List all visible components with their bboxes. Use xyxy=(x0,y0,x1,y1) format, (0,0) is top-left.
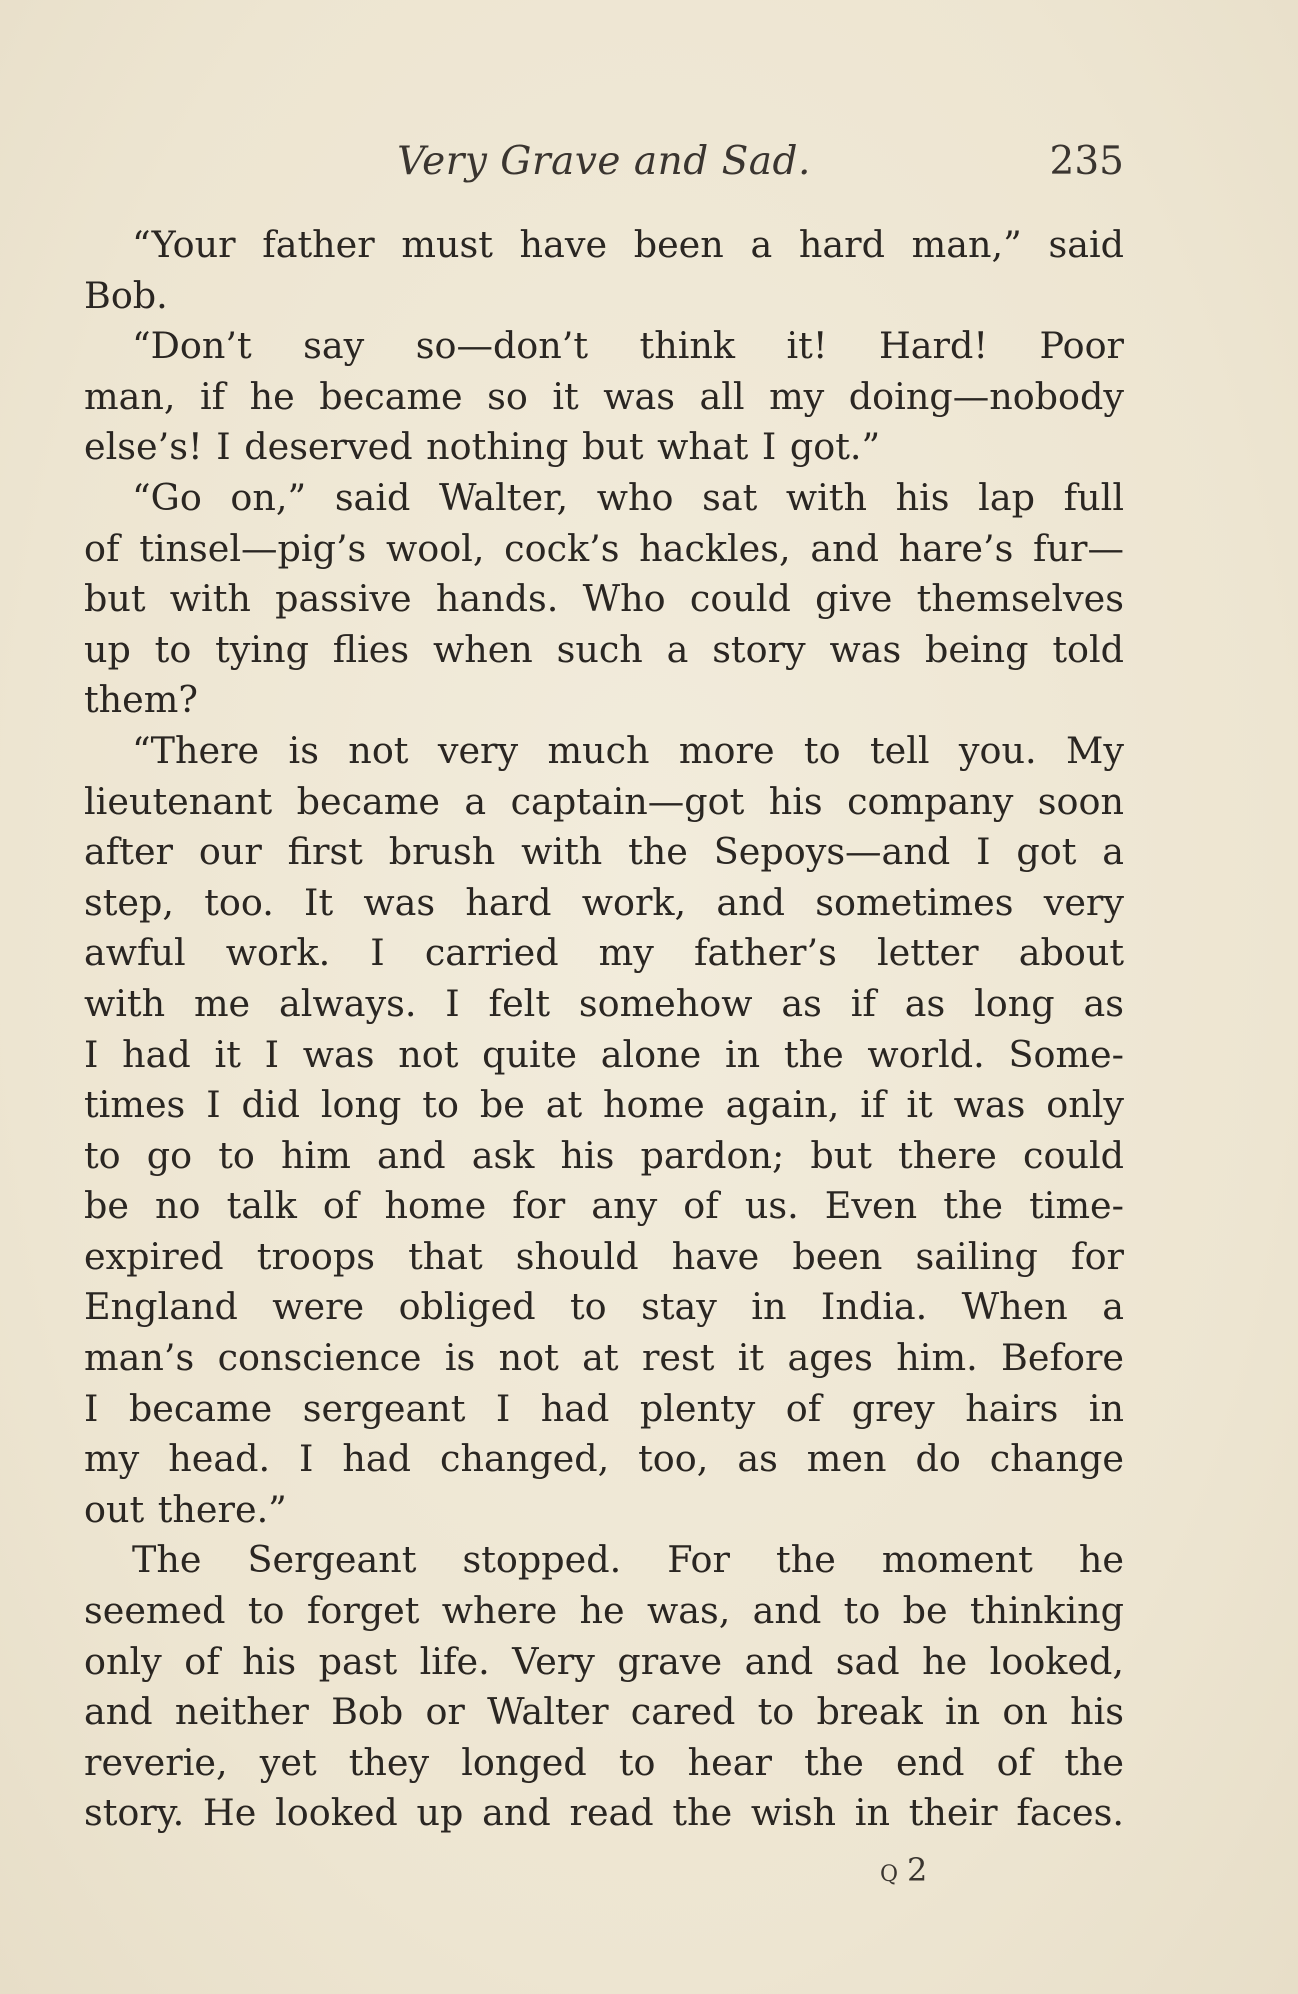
text-line: them? xyxy=(84,678,198,722)
text-line: man, if he became so it was all my doing—nobody xyxy=(84,374,1124,418)
text-line: be no talk of home for any of us. Even the time- xyxy=(84,1184,1124,1228)
text-line: reverie, yet they longed to hear the end of the xyxy=(84,1740,1124,1784)
printer-signature-mark xyxy=(880,1850,927,1895)
text-line: out there.” xyxy=(84,1487,287,1531)
text-line: but with passive hands. Who could give themselves xyxy=(84,577,1124,621)
text-line: England were obliged to stay in India. When a xyxy=(84,1285,1124,1329)
text-line: The Sergeant stopped. For the moment he xyxy=(132,1538,1124,1582)
page-header xyxy=(84,132,1124,192)
text-line: else’s! I deserved nothing but what I got.” xyxy=(84,425,881,469)
text-line: “Your father must have been a hard man,” said xyxy=(132,223,1124,266)
body-text xyxy=(84,220,1124,1839)
text-line: up to tying flies when such a story was being told xyxy=(84,627,1124,671)
text-line: “There is not very much more to tell you. My xyxy=(132,728,1124,772)
text-line: awful work. I carried my father’s letter about xyxy=(84,931,1124,975)
text-line: step, too. It was hard work, and sometimes very xyxy=(84,880,1124,924)
text-line: I had it I was not quite alone in the world. Some- xyxy=(84,1032,1124,1076)
text-line: times I did long to be at home again, if it was only xyxy=(84,1083,1124,1127)
text-line: to go to him and ask his pardon; but there could xyxy=(84,1133,1124,1177)
signature-letter: Q xyxy=(880,1862,900,1887)
text-line: after our first brush with the Sepoys—and I got a xyxy=(84,830,1124,874)
text-line: expired troops that should have been sailing for xyxy=(84,1234,1124,1278)
text-line: seemed to forget where he was, and to be thinking xyxy=(84,1589,1124,1633)
text-line: only of his past life. Very grave and sad he looked, xyxy=(84,1639,1124,1683)
text-line: and neither Bob or Walter cared to break in on his xyxy=(84,1690,1124,1734)
text-line: my head. I had changed, too, as men do change xyxy=(84,1437,1124,1481)
text-line: story. He looked up and read the wish in their faces. xyxy=(84,1791,1124,1835)
signature-number: 2 xyxy=(907,1851,928,1889)
text-line: man’s conscience is not at rest it ages him. Before xyxy=(84,1336,1124,1380)
text-line: with me always. I felt somehow as if as long as xyxy=(84,981,1124,1025)
text-line: I became sergeant I had plenty of grey hairs in xyxy=(84,1386,1124,1430)
running-title: Very Grave and Sad. xyxy=(397,139,811,184)
text-line: lieutenant became a captain—got his company soon xyxy=(84,779,1124,823)
text-line: of tinsel—pig’s wool, cock’s hackles, and hare’s fur— xyxy=(84,526,1124,570)
text-line: “Don’t say so—don’t think it! Hard! Poor xyxy=(132,324,1124,368)
text-line: Bob. xyxy=(84,273,168,317)
page-number: 235 xyxy=(1049,139,1124,184)
text-line: “Go on,” said Walter, who sat with his lap full xyxy=(132,475,1124,519)
